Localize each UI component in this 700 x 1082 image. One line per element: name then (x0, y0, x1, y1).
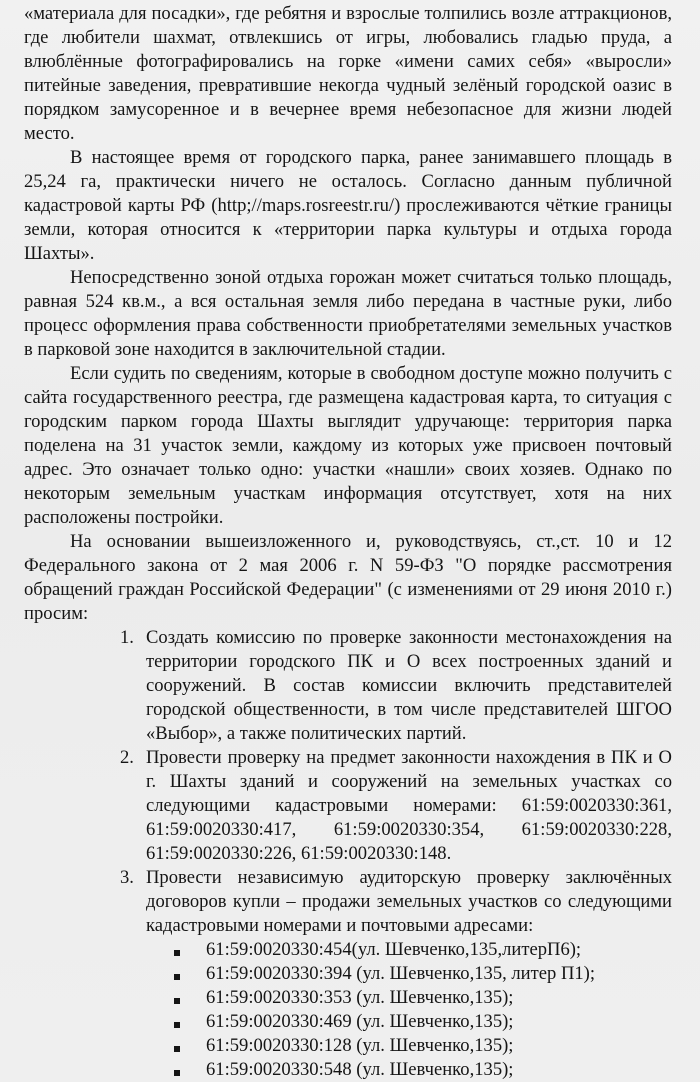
parcel-item (174, 962, 672, 986)
paragraph-legal-basis: На основании вышеизложенного и, руководствуясь, ст.,ст. 10 и 12 Федерального закона от 2 мая 2006 г. N 59-ФЗ "О порядке рассмотрения обращений граждан Российской Федерации" (с изменениями от 29 июня 2010 г.) просим: (24, 531, 672, 624)
request-item (120, 746, 672, 866)
requests-list (24, 626, 672, 1082)
bullet-icon (174, 1022, 180, 1028)
request-number: 3. (120, 867, 134, 888)
request-text: Провести независимую аудиторскую проверку заключённых договоров купли – продажи земельных участков со следующими кадастровыми номерами и почтовыми адресами: (146, 867, 672, 936)
bullet-icon (174, 1070, 180, 1076)
request-text: Создать комиссию по проверке законности местонахождения на территории городского ПК и О всех построенных зданий и сооружений. В состав комиссии включить представителей городской общественности, в том числе представителей ШГОО «Выбор», а также политических партий. (146, 627, 672, 744)
parcel-text: 61:59:0020330:454(ул. Шевченко,135,литерП6); (206, 939, 582, 960)
request-number: 2. (120, 747, 134, 768)
parcel-text: 61:59:0020330:548 (ул. Шевченко,135); (206, 1059, 514, 1080)
parcel-item (174, 986, 672, 1010)
parcel-item (174, 1010, 672, 1034)
request-item (120, 626, 672, 746)
parcel-item (174, 1034, 672, 1058)
request-item (120, 866, 672, 1082)
parcel-item (174, 938, 672, 962)
paragraph-cadastral-info: Если судить по сведениям, которые в свободном доступе можно получить с сайта государственного реестра, где размещена кадастровая карта, то ситуация с городским парком города Шахты выглядит удручающе: территория парка поделена на 31 участок земли, каждому из которых уже присвоен почтовый адрес. Это означает только одно: участки «нашли» своих хозяев. Однако по некоторым земельным участкам информация отсутствует, хотя на них расположены постройки. (24, 363, 672, 528)
bullet-icon (174, 1046, 180, 1052)
bullet-icon (174, 950, 180, 956)
parcel-text: 61:59:0020330:353 (ул. Шевченко,135); (206, 987, 514, 1008)
parcel-text: 61:59:0020330:469 (ул. Шевченко,135); (206, 1011, 514, 1032)
paragraph-park-history: «материала для посадки», где ребятня и взрослые толпились возле аттракционов, где любители шахмат, отвлекшись от игры, любовались гладью пруда, а влюблённые фотографировались на горке «имени самих себя» «выросли» питейные заведения, превратившие некогда чудный зелёный городской оазис в порядком замусоренное и в вечернее время небезопасное для жизни людей место. (24, 3, 672, 144)
request-text: Провести проверку на предмет законности нахождения в ПК и О г. Шахты зданий и сооружений на земельных участках со следующими кадастровыми номерами: 61:59:0020330:361, 61:59:0020330:417, 61:59:0020330:354, 61:59:0020330:228, 61:59:0020330:226, 61:59:0020330:148. (146, 747, 672, 864)
parcel-text: 61:59:0020330:128 (ул. Шевченко,135); (206, 1035, 514, 1056)
bullet-icon (174, 974, 180, 980)
parcel-list (146, 938, 672, 1082)
parcel-item (174, 1058, 672, 1082)
parcel-text: 61:59:0020330:394 (ул. Шевченко,135, литер П1); (206, 963, 596, 984)
paragraph-park-area: В настоящее время от городского парка, ранее занимавшего площадь в 25,24 га, практически ничего не осталось. Согласно данным публичной кадастровой карты РФ (http;//maps.rosreestr.ru/) прослеживаются чёткие границы земли, которая относится к «территории парка культуры и отдыха города Шахты». (24, 147, 672, 264)
paragraph-recreation-zone: Непосредственно зоной отдыха горожан может считаться только площадь, равная 524 кв.м., а вся остальная земля либо передана в частные руки, либо процесс оформления права собственности приобретателями земельных участков в парковой зоне находится в заключительной стадии. (24, 267, 672, 360)
bullet-icon (174, 998, 180, 1004)
request-number: 1. (120, 627, 134, 648)
